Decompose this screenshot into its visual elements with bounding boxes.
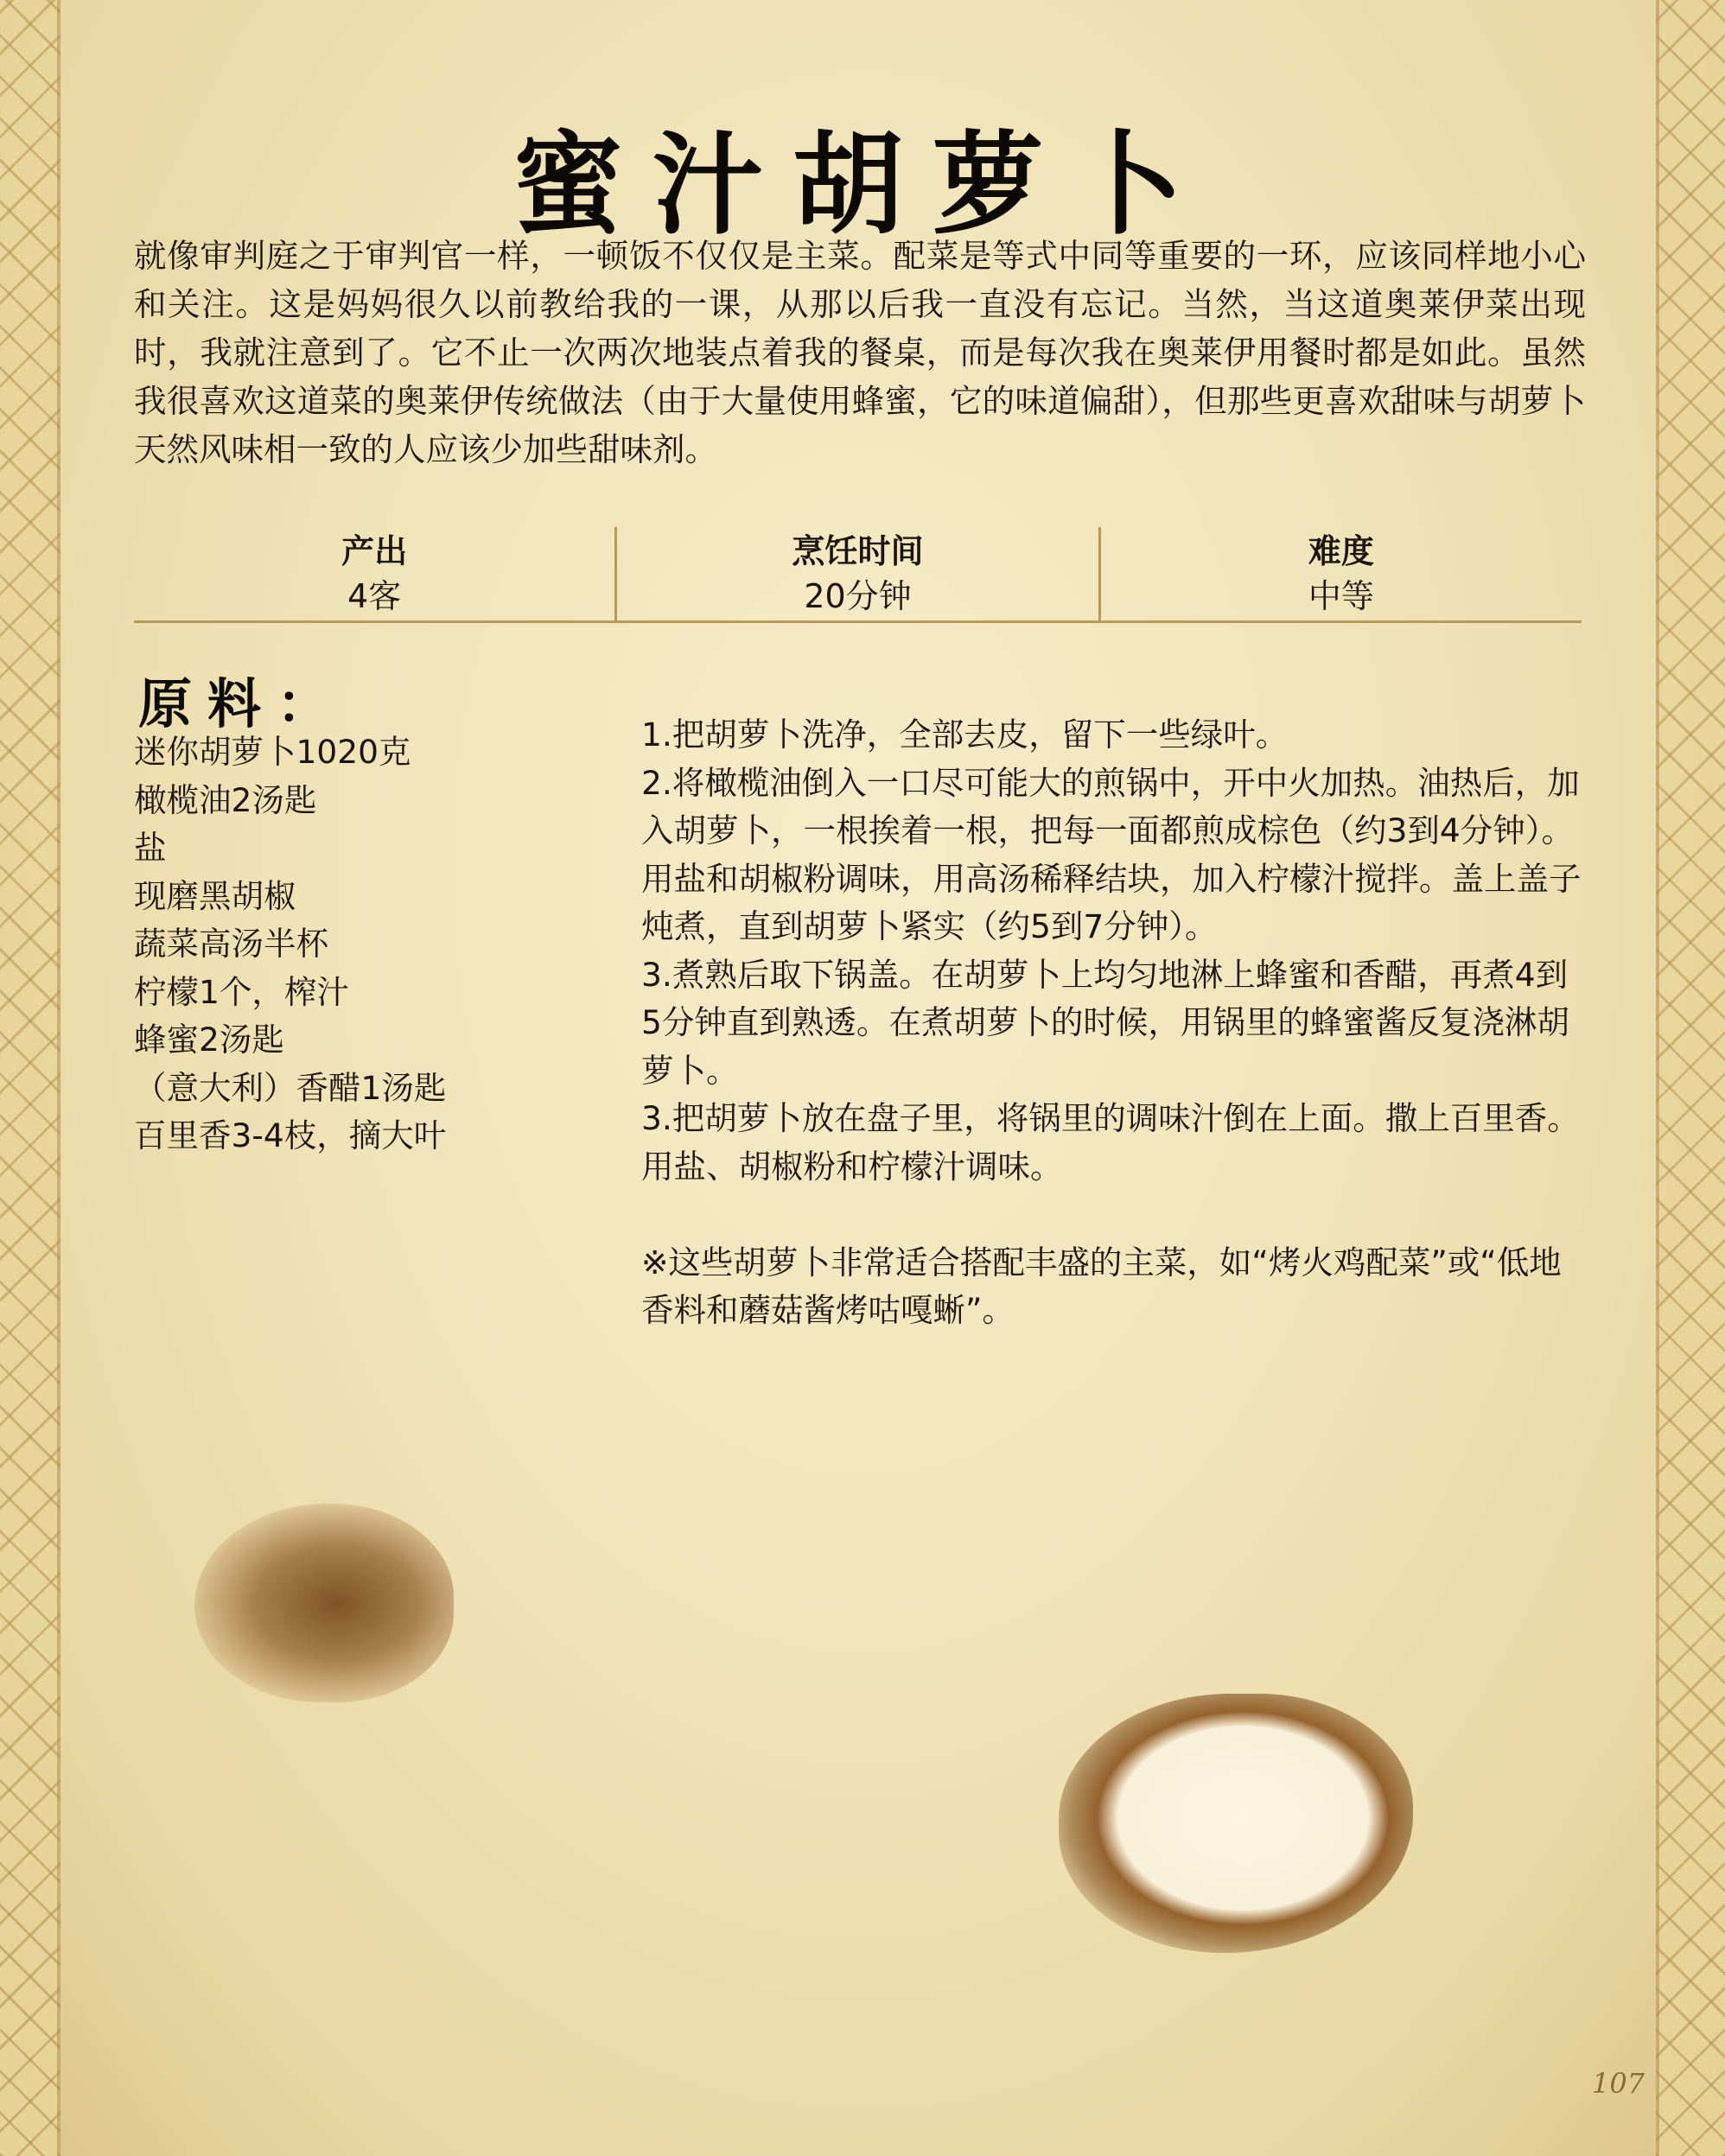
ingredients-list: [134, 728, 618, 1161]
stain-mark: [194, 1504, 454, 1702]
burn-mark: [1059, 1694, 1413, 1953]
step-1: 1.把胡萝卜洗净，全部去皮，留下一些绿叶。: [641, 715, 1289, 754]
stat-value: 20分钟: [804, 577, 912, 615]
stat-label: 产出: [341, 532, 408, 570]
ingredient-item: 蜂蜜2汤匙: [134, 1021, 284, 1059]
stat-yield: [134, 527, 614, 620]
instructions: [641, 711, 1583, 1335]
ingredient-item: 橄榄油2汤匙: [134, 780, 317, 819]
ingredient-item: 现磨黑胡椒: [134, 876, 296, 915]
stat-cook-time: [614, 527, 1098, 620]
stat-value: 4客: [347, 577, 402, 615]
step-2: 2.将橄榄油倒入一口尽可能大的煎锅中，开中火加热。油热后，加入胡萝卜，一根挨着一根，把每一面都煎成棕色（约3到4分钟）。用盐和胡椒粉调味，用高汤稀释结块，加入柠檬汁搅拌。盖上盖子炖煮，直到胡萝卜紧实（约5到7分钟）。: [641, 763, 1582, 945]
ingredient-item: 蔬菜高汤半杯: [134, 925, 328, 963]
serving-note: ※这些胡萝卜非常适合搭配丰盛的主菜，如“烤火鸡配菜”或“低地香料和蘑菇酱烤咕嘎蜥”。: [641, 1243, 1562, 1329]
page-number: 107: [1592, 2067, 1645, 2100]
ingredient-item: （意大利）香醋1汤匙: [134, 1068, 447, 1107]
ingredient-item: 百里香3-4枝，摘大叶: [134, 1116, 447, 1154]
stat-label: 难度: [1308, 532, 1374, 570]
step-3: 3.煮熟后取下锅盖。在胡萝卜上均匀地淋上蜂蜜和香醋，再煮4到5分钟直到熟透。在煮胡萝卜的时候，用锅里的蜂蜜酱反复浇淋胡萝卜。: [641, 955, 1569, 1090]
ingredient-item: 盐: [134, 829, 167, 867]
intro-paragraph: 就像审判庭之于审判官一样，一顿饭不仅仅是主菜。配菜是等式中同等重要的一环，应该同样地小心和关注。这是妈妈很久以前教给我的一课，从那以后我一直没有忘记。当然，当这道奥莱伊菜出现时，我就注意到了。它不止一次两次地装点着我的餐桌，而是每次我在奥莱伊用餐时都是如此。虽然我很喜欢这道菜的奥莱伊传统做法（由于大量使用蜂蜜，它的味道偏甜），但那些更喜欢甜味与胡萝卜天然风味相一致的人应该少加些甜味剂。: [134, 237, 1586, 468]
recipe-stats: [134, 527, 1582, 623]
step-4: 3.把胡萝卜放在盘子里，将锅里的调味汁倒在上面。撒上百里香。用盐、胡椒粉和柠檬汁调味。: [641, 1099, 1580, 1186]
ingredient-item: 迷你胡萝卜1020克: [134, 733, 411, 771]
page-title: 蜜汁胡萝卜: [512, 119, 1213, 250]
ingredients-heading: 原料：: [138, 672, 347, 735]
stat-value: 中等: [1308, 577, 1374, 615]
right-decorative-border: [1656, 0, 1725, 2156]
left-decorative-border: [0, 0, 60, 2156]
stat-difficulty: [1098, 527, 1582, 620]
ingredient-item: 柠檬1个，榨汁: [134, 972, 349, 1011]
stat-label: 烹饪时间: [792, 532, 924, 570]
